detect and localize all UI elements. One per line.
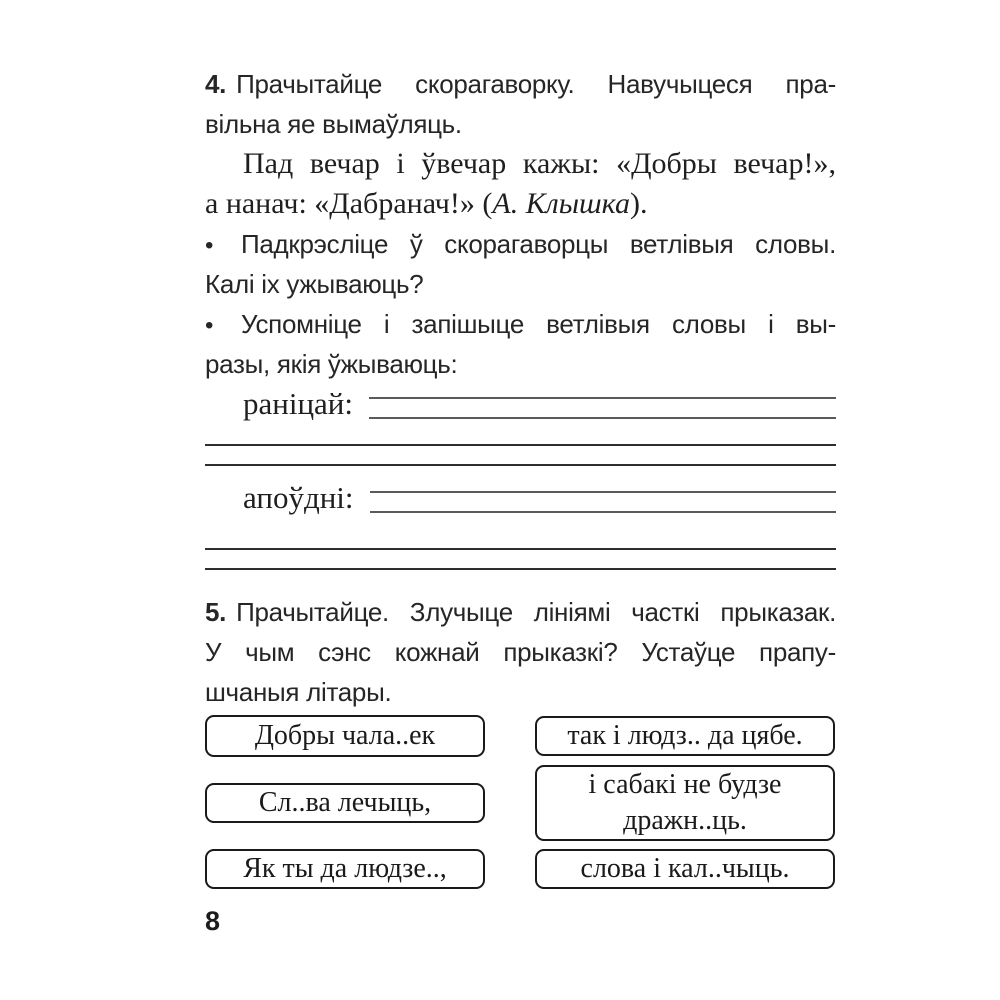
write-line[interactable] — [370, 491, 836, 493]
write-line[interactable] — [205, 446, 836, 466]
quote-line-1: Пад вечар і ўвечар кажы: «Добры вечар!», — [243, 147, 836, 180]
bullet-icon: • — [205, 232, 214, 259]
bullet2-text: Успомніце і запішыце ветлівыя словы і вы- — [241, 309, 836, 339]
exercise4-instruction-line-1 — [205, 64, 836, 104]
write-line[interactable] — [370, 511, 836, 513]
exercise5-number: 5. — [205, 597, 227, 627]
exercise5-instruction-text: Прачытайце. Злучыце лініямі часткі прыказак. — [236, 597, 836, 627]
exercise5-instruction-line-2: У чым сэнс кожнай прыказкі? Устаўце прапу- — [205, 637, 836, 667]
exercise4-number: 4. — [205, 69, 227, 99]
exercise4-instruction-line-2: вільна яе вымаўляць. — [205, 109, 462, 139]
write-line[interactable] — [205, 426, 836, 446]
proverb-box-right-3[interactable] — [535, 849, 835, 889]
write-lines-midday[interactable] — [370, 478, 836, 518]
proverb-box-text: слова і кал..чыць. — [580, 853, 790, 884]
page-content — [205, 0, 836, 889]
quote-line-2-text: а нанач: «Дабранач!» ( — [205, 187, 493, 220]
write-lines-morning[interactable] — [369, 384, 836, 424]
proverb-box-right-1[interactable] — [535, 716, 835, 756]
proverb-box-left-2[interactable] — [205, 783, 485, 823]
quote-line-2 — [205, 184, 836, 224]
exercise5-instruction-line-1 — [205, 592, 836, 632]
proverb-box-text: Сл..ва лечыць, — [258, 787, 432, 818]
proverb-box-text: так і людз.. да цябе. — [567, 720, 803, 751]
bullet1-line-1 — [205, 224, 836, 264]
proverb-box-right-2[interactable] — [535, 765, 835, 841]
proverb-match-grid — [205, 715, 836, 889]
write-section-midday — [243, 478, 836, 518]
write-label-morning: раніцай: — [243, 386, 354, 421]
write-line[interactable] — [369, 417, 836, 419]
bullet-icon: • — [205, 312, 214, 339]
proverb-box-left-3[interactable] — [205, 849, 485, 889]
quote-author: А. Клышка — [492, 187, 630, 220]
bullet1-text: Падкрэсліце ў скорагаворцы ветлівыя словы. — [241, 229, 836, 259]
bullet2-line-2: разы, якія ўжываюць: — [205, 349, 458, 379]
write-label-midday: апоўдні: — [243, 480, 354, 515]
proverb-box-text: і сабакі не будзе дражн..ць. — [588, 769, 782, 836]
exercise4-instruction-text: Прачытайце скорагаворку. Навучыцеся пра- — [236, 69, 836, 99]
write-line[interactable] — [205, 550, 836, 570]
bullet1-line-2: Калі іх ужываюць? — [205, 269, 424, 299]
page-number: 8 — [205, 906, 221, 936]
section-spacer — [205, 570, 836, 592]
write-section-morning — [243, 384, 836, 424]
quote-line-2-close: ). — [629, 187, 648, 220]
proverb-box-text: Добры чала..ек — [254, 720, 436, 751]
write-line[interactable] — [369, 397, 836, 399]
proverb-box-left-1[interactable] — [205, 715, 485, 757]
write-line[interactable] — [205, 530, 836, 550]
bullet2-line-1 — [205, 304, 836, 344]
proverb-box-text: Як ты да людзе.., — [243, 853, 447, 884]
exercise5-instruction-line-3: шчаныя літары. — [205, 677, 392, 707]
